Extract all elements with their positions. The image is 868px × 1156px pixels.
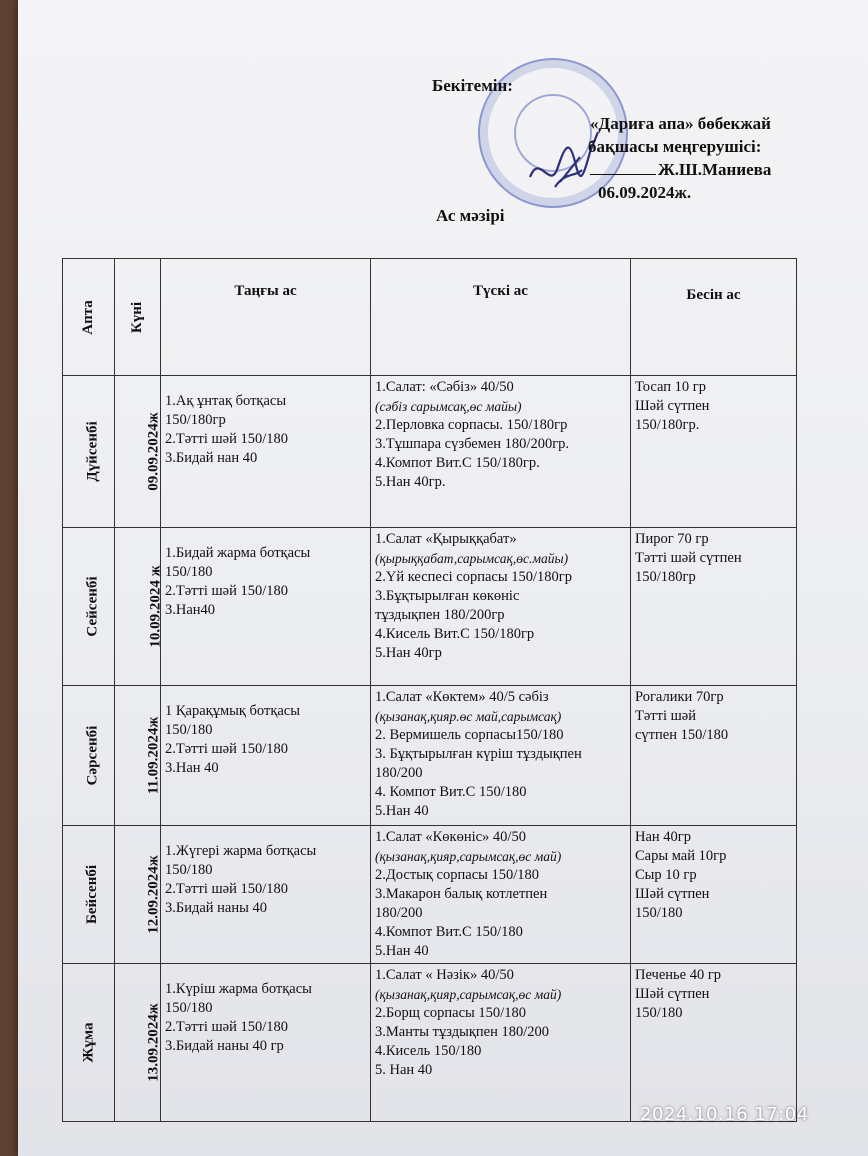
breakfast-item: 2.Тәтті шәй 150/180: [165, 881, 289, 897]
lunch-item: 2.Перловка сорпасы. 150/180гр: [375, 417, 568, 433]
weekday-cell: [63, 528, 115, 686]
breakfast-item: 1 Қарақұмық ботқасы: [165, 703, 300, 719]
snack-item: Сары май 10гр: [635, 848, 727, 864]
lunch-cell: [371, 964, 631, 1122]
snack-cell: [631, 528, 797, 686]
lunch-item: (қырыққабат,сарымсақ,өс.майы): [375, 551, 569, 566]
lunch-item: 3.Манты тұздықпен 180/200: [375, 1024, 549, 1040]
table-row: [63, 826, 797, 964]
lunch-item: (қызанақ,қияр.өс май,сарымсақ): [375, 709, 562, 724]
lunch-cell: [371, 826, 631, 964]
weekday-label: Бейсенбі: [84, 864, 101, 925]
breakfast-cell: [161, 826, 371, 964]
lunch-item: 5.Нан 40: [375, 943, 429, 959]
lunch-item: 4. Компот Вит.С 150/180: [375, 784, 527, 800]
breakfast-item: 150/180: [165, 862, 213, 878]
approval-date: 06.09.2024ж.: [598, 183, 692, 202]
weekday-label: Жұма: [79, 1022, 96, 1063]
lunch-cell: [371, 686, 631, 826]
date-cell: [115, 686, 161, 826]
breakfast-item: 1.Бидай жарма ботқасы: [165, 545, 311, 561]
snack-cell: [631, 964, 797, 1122]
snack-item: Тәтті шәй сүтпен: [635, 550, 742, 566]
lunch-item: 180/200: [375, 905, 423, 921]
date-cell: [115, 528, 164, 686]
header-snack: Бесін ас: [631, 259, 797, 376]
lunch-item: 5.Нан 40гр: [375, 645, 442, 661]
photo-timestamp: 2024.10.16 17:04: [640, 1104, 809, 1125]
snack-item: Тәтті шәй: [635, 708, 696, 724]
menu-table: [62, 258, 797, 1122]
page-title: Ас мәзірі: [436, 206, 505, 225]
breakfast-item: 150/180гр: [165, 412, 226, 428]
lunch-item: 3.Бұқтырылған көкөніс: [375, 588, 520, 604]
lunch-item: 1.Салат «Қырыққабат»: [375, 531, 517, 547]
lunch-item: тұздықпен 180/200гр: [375, 607, 505, 623]
breakfast-item: 1.Ақ ұнтақ ботқасы: [165, 393, 287, 409]
breakfast-item: 150/180: [165, 564, 213, 580]
approval-heading: Бекітемін:: [432, 76, 513, 95]
lunch-item: (сәбіз сарымсақ,өс майы): [375, 399, 522, 414]
snack-cell: [631, 376, 797, 528]
lunch-item: 5.Нан 40: [375, 803, 429, 819]
breakfast-item: 3.Бидай наны 40 гр: [165, 1038, 284, 1054]
breakfast-cell: [161, 686, 371, 826]
snack-cell: [631, 686, 797, 826]
snack-item: Шәй сүтпен: [635, 986, 710, 1002]
weekday-cell: [63, 964, 115, 1122]
snack-item: Нан 40гр: [635, 829, 691, 845]
snack-item: Сыр 10 гр: [635, 867, 697, 883]
lunch-cell: [371, 376, 631, 528]
breakfast-item: 3.Нан40: [165, 602, 216, 618]
breakfast-item: 150/180: [165, 722, 213, 738]
lunch-item: 1.Салат «Көктем» 40/5 сәбіз: [375, 689, 549, 705]
snack-item: 150/180гр: [635, 569, 696, 585]
lunch-item: 4.Кисель Вит.С 150/180гр: [375, 626, 535, 642]
breakfast-item: 2.Тәтті шәй 150/180: [165, 1019, 289, 1035]
breakfast-cell: [161, 528, 371, 686]
lunch-item: (қызанақ,қияр,сарымсақ,өс май): [375, 849, 562, 864]
lunch-item: 3. Бұқтырылған күріш тұздықпен: [375, 746, 582, 762]
snack-item: Тосап 10 гр: [635, 379, 706, 395]
weekday-label: Сейсенбі: [84, 576, 101, 637]
breakfast-item: 3.Бидай наны 40: [165, 900, 267, 916]
lunch-item: 2.Достық сорпасы 150/180: [375, 867, 540, 883]
lunch-item: (қызанақ,қияр,сарымсақ,өс май): [375, 987, 562, 1002]
breakfast-item: 3.Бидай нан 40: [165, 450, 258, 466]
lunch-item: 1.Салат: «Сәбіз» 40/50: [375, 379, 514, 395]
snack-item: Печенье 40 гр: [635, 967, 722, 983]
header-day: Күні: [115, 259, 161, 376]
lunch-item: 3.Тұшпара сүзбемен 180/200гр.: [375, 436, 570, 452]
lunch-item: 1.Салат « Нәзік» 40/50: [375, 967, 514, 983]
header-breakfast: Таңғы ас: [161, 259, 371, 376]
lunch-item: 180/200: [375, 765, 423, 781]
date-label: 11.09.2024ж: [145, 716, 162, 795]
table-row: [63, 528, 797, 686]
approver-block: [590, 112, 771, 204]
lunch-item: 4.Компот Вит.С 150/180гр.: [375, 455, 540, 471]
table-row: [63, 964, 797, 1122]
snack-cell: [631, 826, 797, 964]
breakfast-cell: [161, 964, 371, 1122]
snack-item: Шәй сүтпен: [635, 886, 710, 902]
lunch-item: 4.Кисель 150/180: [375, 1043, 482, 1059]
date-cell: [115, 826, 161, 964]
lunch-cell: [371, 528, 631, 686]
snack-item: Рогалики 70гр: [635, 689, 724, 705]
weekday-label: Дүйсенбі: [84, 421, 101, 482]
lunch-item: 2. Вермишель сорпасы150/180: [375, 727, 564, 743]
lunch-item: 5.Нан 40гр.: [375, 474, 446, 490]
table-row: [63, 376, 797, 528]
breakfast-item: 1.Жүгері жарма ботқасы: [165, 843, 317, 859]
header-week: Апта: [63, 259, 115, 376]
snack-item: сүтпен 150/180: [635, 727, 729, 743]
date-label: 13.09.2024ж: [145, 1003, 162, 1082]
org-position-line: бақшасы меңгерушісі:: [588, 137, 762, 156]
snack-item: Пирог 70 гр: [635, 531, 709, 547]
lunch-item: 1.Салат «Көкөніс» 40/50: [375, 829, 526, 845]
snack-item: 150/180: [635, 1005, 683, 1021]
header-lunch: Түскі ас: [371, 259, 631, 376]
org-name-line: «Дариға апа» бөбекжай: [590, 114, 771, 133]
snack-item: 150/180: [635, 905, 683, 921]
weekday-label: Сәрсенбі: [84, 725, 101, 786]
breakfast-item: 150/180: [165, 1000, 213, 1016]
breakfast-item: 2.Тәтті шәй 150/180: [165, 741, 289, 757]
lunch-item: 2.Үй кеспесі сорпасы 150/180гр: [375, 569, 572, 585]
table-row: [63, 686, 797, 826]
lunch-item: 2.Борщ сорпасы 150/180: [375, 1005, 526, 1021]
date-label: 09.09.2024ж: [145, 412, 162, 491]
weekday-cell: [63, 376, 115, 528]
weekday-cell: [63, 826, 115, 964]
breakfast-item: 2.Тәтті шәй 150/180: [165, 583, 289, 599]
date-cell: [115, 376, 161, 528]
breakfast-item: 2.Тәтті шәй 150/180: [165, 431, 289, 447]
breakfast-item: 3.Нан 40: [165, 760, 219, 776]
lunch-item: 5. Нан 40: [375, 1062, 433, 1078]
weekday-cell: [63, 686, 115, 826]
date-cell: [115, 964, 161, 1122]
lunch-item: 4.Компот Вит.С 150/180: [375, 924, 523, 940]
snack-item: Шәй сүтпен: [635, 398, 710, 414]
date-label: 12.09.2024ж: [145, 855, 162, 934]
table-header-row: [63, 259, 797, 376]
breakfast-item: 1.Күріш жарма ботқасы: [165, 981, 312, 997]
breakfast-cell: [161, 376, 371, 528]
date-label: 10.09.2024 ж: [147, 565, 164, 648]
manager-name: Ж.Ш.Маниева: [658, 160, 772, 179]
snack-item: 150/180гр.: [635, 417, 700, 433]
lunch-item: 3.Макарон балық котлетпен: [375, 886, 548, 902]
